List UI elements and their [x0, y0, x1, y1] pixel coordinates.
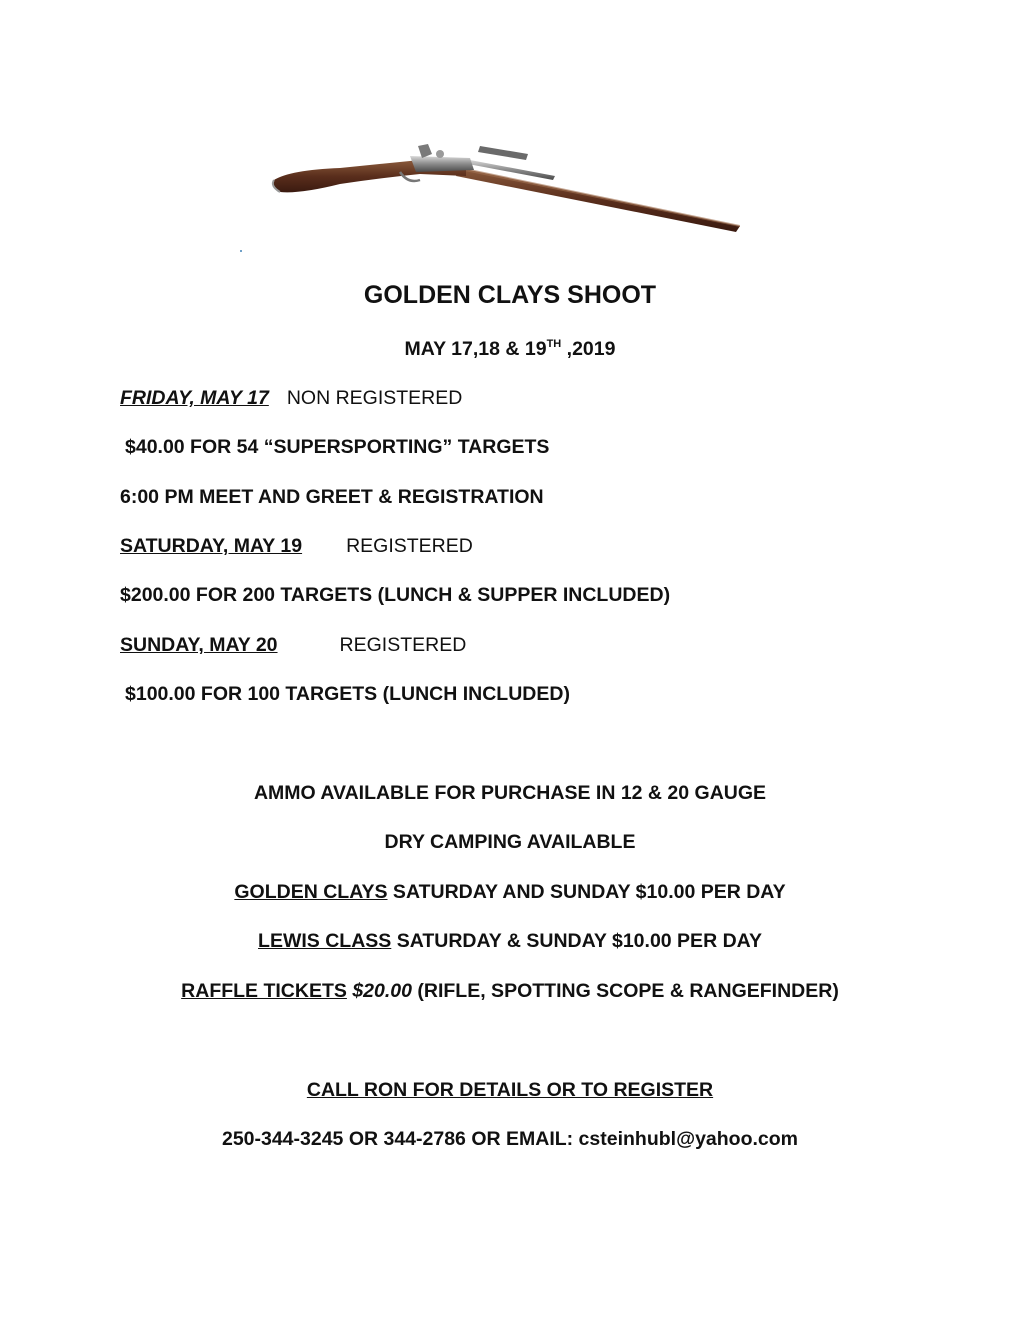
golden-clays-info: GOLDEN CLAYS SATURDAY AND SUNDAY $10.00 PER DAY: [234, 881, 786, 903]
friday-note: 6:00 PM MEET AND GREET & REGISTRATION: [120, 486, 544, 508]
friday-price: $40.00 FOR 54 “SUPERSPORTING” TARGETS: [125, 436, 550, 458]
saturday-type: REGISTERED: [346, 535, 473, 557]
saturday-price: $200.00 FOR 200 TARGETS (LUNCH & SUPPER INCLUDED): [120, 584, 671, 606]
contact-call: CALL RON FOR DETAILS OR TO REGISTER: [306, 1079, 714, 1101]
camping-info: DRY CAMPING AVAILABLE: [384, 831, 636, 853]
friday-type: NON REGISTERED: [286, 387, 463, 409]
sunday-heading: [120, 633, 466, 657]
raffle-info: RAFFLE TICKETS $20.00 (RIFLE, SPOTTING SCOPE & RANGEFINDER): [181, 980, 839, 1002]
contact-details: 250-344-3245 OR 344-2786 OR EMAIL: csteinhubl@yahoo.com: [221, 1128, 799, 1150]
page-title: GOLDEN CLAYS SHOOT: [363, 281, 657, 309]
lewis-class-info: LEWIS CLASS SATURDAY & SUNDAY $10.00 PER DAY: [258, 930, 762, 952]
sunday-type: REGISTERED: [339, 634, 467, 656]
ammo-info: AMMO AVAILABLE FOR PURCHASE IN 12 & 20 GAUGE: [253, 782, 767, 804]
friday-heading: [120, 386, 462, 410]
sunday-price: $100.00 FOR 100 TARGETS (LUNCH INCLUDED): [125, 683, 570, 705]
flintlock-gun-image: [270, 140, 745, 240]
stray-dot: [240, 250, 242, 252]
saturday-heading: [120, 534, 473, 558]
sunday-day-label: SUNDAY, MAY 20: [120, 634, 278, 656]
friday-day-label: FRIDAY, MAY 17: [120, 387, 269, 409]
saturday-day-label: SATURDAY, MAY 19: [120, 535, 303, 557]
event-dates: MAY 17,18 & 19TH ,2019: [404, 338, 616, 360]
